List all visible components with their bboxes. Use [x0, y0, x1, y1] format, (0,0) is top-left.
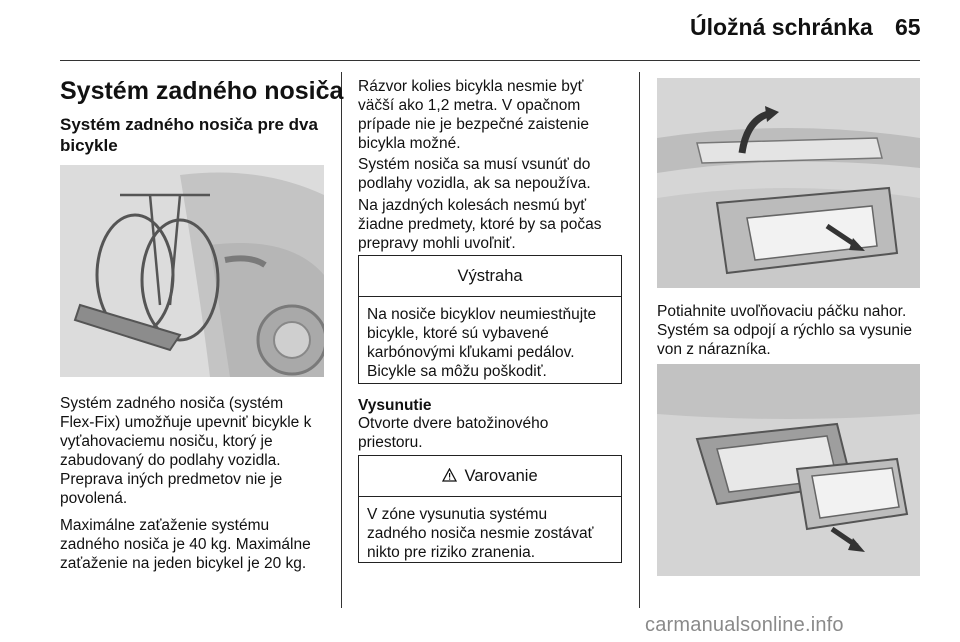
warning-body: V zóne vysunutia systému zadného nosiča nesmie zostávať nikto pre riziko zranenia. [367, 506, 594, 561]
intro-paragraph: Systém zadného nosiča (systém Flex-Fix) umožňuje upevniť bicykle k vyťahovaciemu nosiču, ktorý je zabudovaný do podlahy vozidla. Preprava iných predmetov nie je povolená. [60, 395, 312, 507]
warning-triangle-icon [442, 468, 461, 485]
release-caption: Potiahnite uvoľňovaciu páčku nahor. Systém sa odpojí a rýchlo sa vysunie von z nárazníka. [657, 303, 913, 358]
loose-items-paragraph: Na jazdných kolesách nesmú byť žiadne predmety, ktoré by sa počas prepravy mohli uvoľniť. [358, 197, 602, 252]
release-lever-illustration [657, 78, 920, 288]
extended-carrier-illustration [657, 364, 920, 576]
watermark: carmanualsonline.info [645, 614, 844, 636]
load-limit-paragraph: Maximálne zaťaženie systému zadného nosiča je 40 kg. Maximálne zaťaženie na jeden bicykel je 20 kg. [60, 517, 311, 572]
section-title: Systém zadného nosiča [60, 77, 344, 105]
page-number: 65 [895, 14, 921, 40]
caution-body: Na nosiče bicyklov neumiestňujte bicykle, ktoré sú vybavené karbónovými kľukami pedálov. Bicykle sa môžu poškodiť. [367, 306, 597, 380]
warning-heading: Varovanie [464, 467, 538, 485]
warning-box [358, 455, 622, 563]
stow-paragraph: Systém nosiča sa musí vsunúť do podlahy vozidla, ak sa nepoužíva. [358, 156, 591, 192]
caution-box [358, 255, 622, 384]
page-header-title: Úložná schránka [690, 14, 873, 40]
caution-heading: Výstraha [359, 256, 621, 297]
extend-paragraph: Otvorte dvere batožinového priestoru. [358, 415, 549, 451]
wheelbase-paragraph: Rázvor kolies bicykla nesmie byť väčší ako 1,2 metra. V opačnom prípade nie je bezpečné zaistenie bicykla možné. [358, 78, 589, 152]
column-divider-1 [341, 72, 342, 608]
warning-heading-row [359, 456, 621, 497]
bike-carrier-illustration [60, 165, 324, 377]
header-divider [60, 60, 920, 61]
subsection-title: Systém zadného nosiča pre dva bicykle [60, 115, 318, 155]
extend-heading: Vysunutie [358, 397, 432, 414]
column-divider-2 [639, 72, 640, 608]
